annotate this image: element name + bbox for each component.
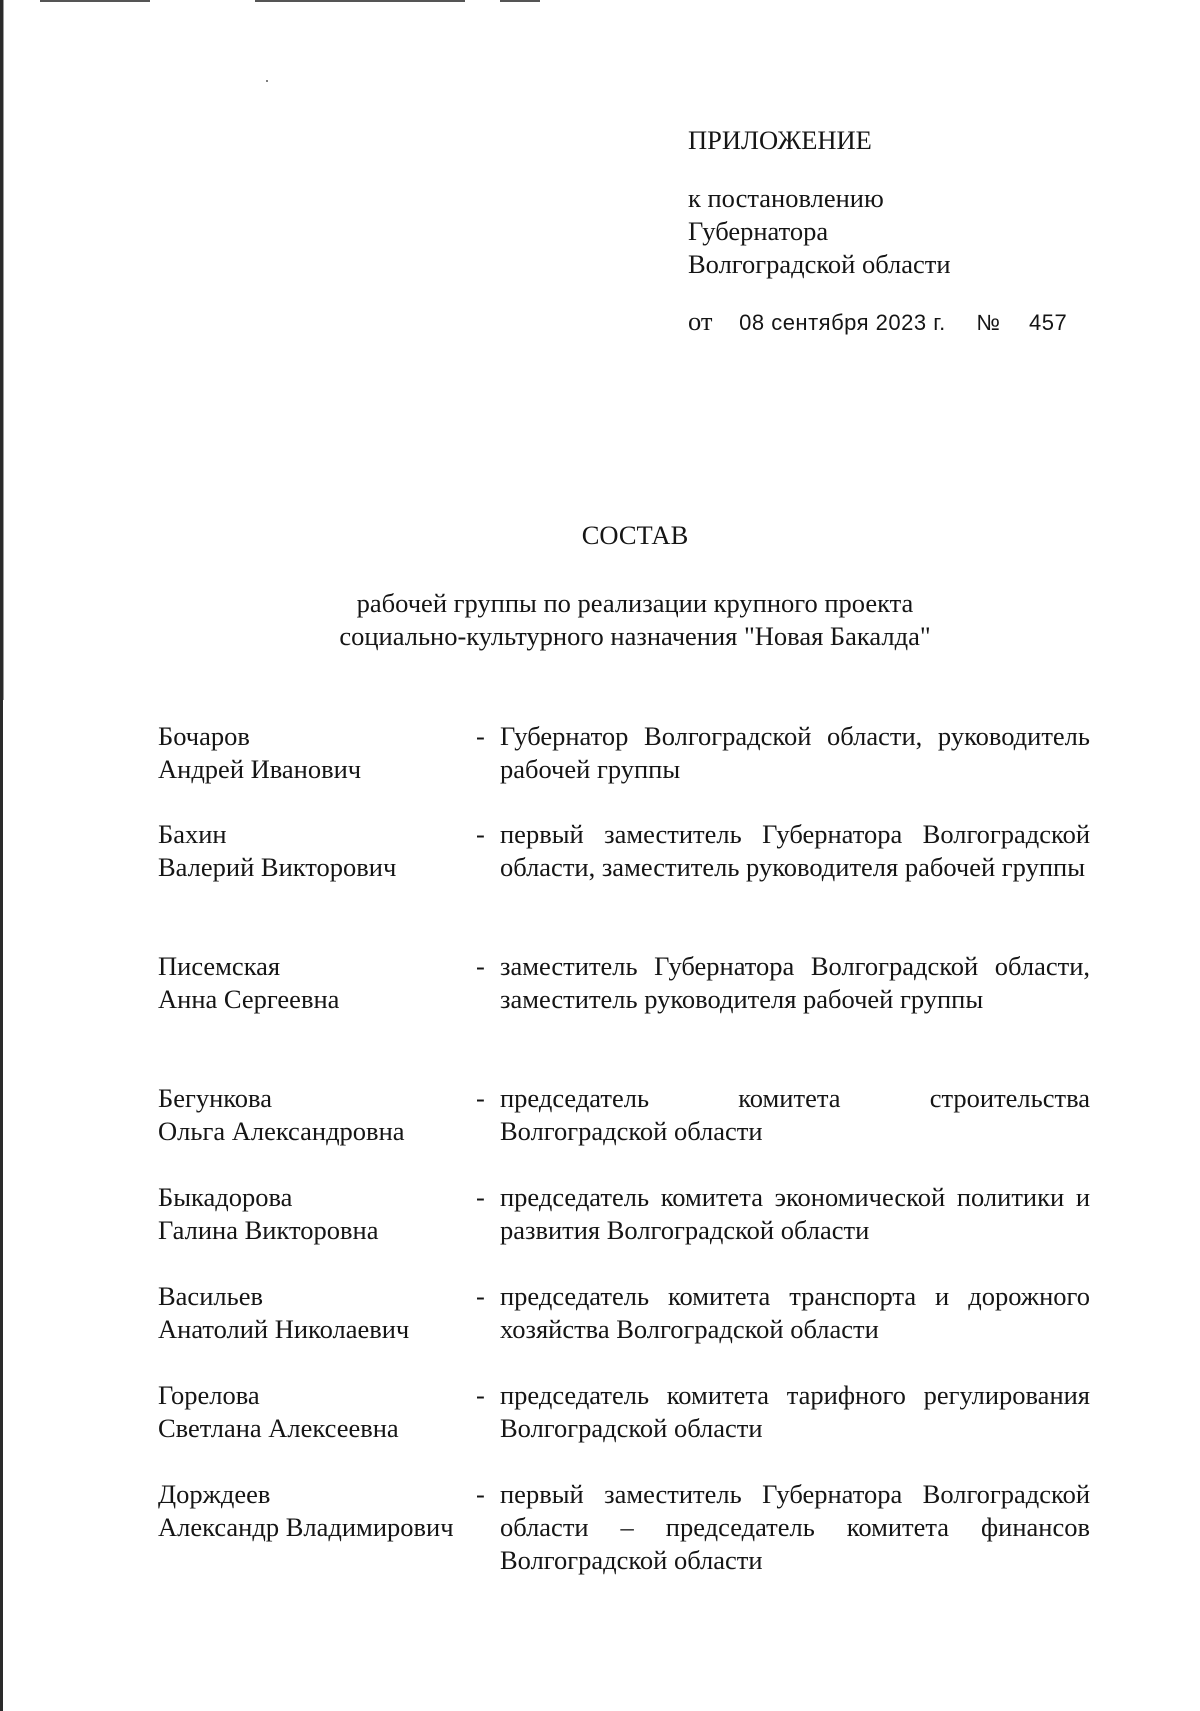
member-given-name: Галина Викторовна xyxy=(158,1215,379,1245)
member-surname: Быкадорова xyxy=(158,1182,293,1212)
member-name xyxy=(158,1082,476,1148)
member-surname: Дорждеев xyxy=(158,1479,271,1509)
member-given-name: Светлана Алексеевна xyxy=(158,1413,399,1443)
appendix-title: ПРИЛОЖЕНИЕ xyxy=(688,125,872,155)
member-dash: - xyxy=(476,1479,485,1509)
member-role: первый заместитель Губернатора Волгоградской области – председатель комитета финансов Волгоградской области xyxy=(500,1479,1090,1575)
member-role: председатель комитета строительства Волгоградской области xyxy=(500,1083,1090,1146)
member-given-name: Анатолий Николаевич xyxy=(158,1314,410,1344)
member-given-name: Александр Владимирович xyxy=(158,1512,454,1542)
member-role: заместитель Губернатора Волгоградской области, заместитель руководителя рабочей группы xyxy=(500,951,1090,1014)
member-role: председатель комитета экономической политики и развития Волгоградской области xyxy=(500,1182,1090,1245)
date-prefix: от xyxy=(688,306,713,336)
appendix-block xyxy=(688,124,1067,339)
member-name xyxy=(158,818,476,884)
member-given-name: Ольга Александровна xyxy=(158,1116,405,1146)
appendix-line: к постановлению xyxy=(688,183,884,213)
scan-edge-top xyxy=(500,0,540,2)
member-name xyxy=(158,1379,476,1445)
member-surname: Горелова xyxy=(158,1380,260,1410)
member-dash: - xyxy=(476,1281,485,1311)
member-surname: Бегункова xyxy=(158,1083,272,1113)
scan-speck xyxy=(266,80,268,82)
member-given-name: Валерий Викторович xyxy=(158,852,397,882)
date-number-row xyxy=(688,305,1067,339)
appendix-line: Волгоградской области xyxy=(688,249,951,279)
number-value: 457 xyxy=(1029,310,1068,335)
subheading-line: рабочей группы по реализации крупного проекта xyxy=(356,588,914,618)
member-row xyxy=(158,950,1090,1016)
appendix-line: Губернатора xyxy=(688,216,829,246)
member-row xyxy=(158,818,1090,884)
member-row xyxy=(158,1280,1090,1346)
member-name xyxy=(158,1181,476,1247)
member-role: председатель комитета тарифного регулирования Волгоградской области xyxy=(500,1380,1090,1443)
member-dash: - xyxy=(476,1083,485,1113)
member-role: председатель комитета транспорта и дорожного хозяйства Волгоградской области xyxy=(500,1281,1090,1344)
subheading-line: социально-культурного назначения "Новая Бакалда" xyxy=(339,621,931,651)
member-dash: - xyxy=(476,1182,485,1212)
member-name xyxy=(158,1478,476,1577)
member-role: первый заместитель Губернатора Волгоградской области, заместитель руководителя рабочей группы xyxy=(500,819,1090,882)
member-dash: - xyxy=(476,1380,485,1410)
member-surname: Бочаров xyxy=(158,721,250,751)
member-given-name: Анна Сергеевна xyxy=(158,984,340,1014)
member-surname: Писемская xyxy=(158,951,281,981)
document-subheading xyxy=(0,587,1200,653)
member-dash: - xyxy=(476,819,485,849)
member-dash: - xyxy=(476,721,485,751)
number-sign: № xyxy=(976,310,1001,335)
member-name xyxy=(158,1280,476,1346)
scan-edge-top xyxy=(40,0,150,2)
member-name xyxy=(158,720,476,786)
date-value: 08 сентября 2023 г. xyxy=(739,310,946,335)
member-surname: Васильев xyxy=(158,1281,263,1311)
member-row xyxy=(158,1379,1090,1445)
member-name xyxy=(158,950,476,1016)
scan-edge-top xyxy=(255,0,465,2)
member-surname: Бахин xyxy=(158,819,227,849)
member-row xyxy=(158,1478,1090,1577)
member-given-name: Андрей Иванович xyxy=(158,754,362,784)
member-role: Губернатор Волгоградской области, руководитель рабочей группы xyxy=(500,721,1090,784)
member-dash: - xyxy=(476,951,485,981)
member-row xyxy=(158,1181,1090,1247)
member-row xyxy=(158,720,1090,786)
document-heading: СОСТАВ xyxy=(581,520,689,550)
member-row xyxy=(158,1082,1090,1148)
